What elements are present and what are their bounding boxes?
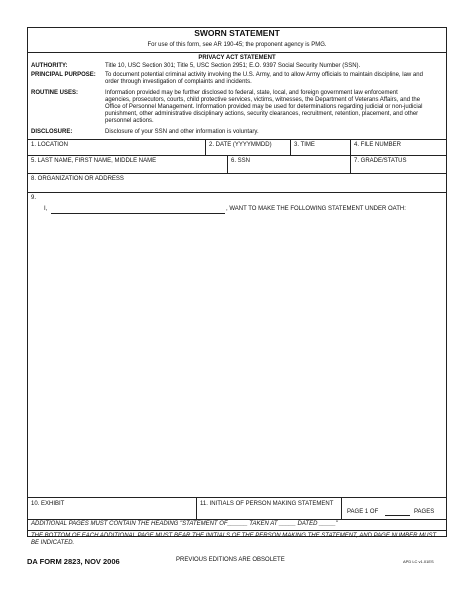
divider [27,497,447,498]
exhibit-label: 10. EXHIBIT [31,501,65,507]
privacy-heading: PRIVACY ACT STATEMENT [198,55,276,61]
disclosure-text: Disclosure of your SSN and other information is voluntary. [105,129,259,135]
authority-label: AUTHORITY: [31,63,68,69]
purpose-text: To document potential criminal activity involving the U.S. Army, and to allow Army officials to maintain discipline, law and order through investigation of complaints and incidents. [105,72,423,85]
oath-name-line[interactable] [51,213,225,214]
authority-text: Title 10, USC Section 301; Title 5, USC Section 2951; E.O. 9397 Social Security Number (SSN). [105,63,361,69]
bottom-note: THE BOTTOM OF EACH ADDITIONAL PAGE MUST BEAR THE INITIALS OF THE PERSON MAKING THE STATEMENT, AND PAGE NUMBER MUST BE INDICATED. [31,533,437,546]
purpose-label: PRINCIPAL PURPOSE: [31,72,96,78]
divider [350,139,351,155]
location-label: 1. LOCATION [31,142,68,148]
ssn-label: 6. SSN [231,158,251,164]
page-count-line[interactable] [385,515,410,516]
divider [350,155,351,173]
pages-label: PAGES [414,509,435,515]
divider [227,155,228,173]
name-label: 5. LAST NAME, FIRST NAME, MIDDLE NAME [31,158,157,164]
divider [196,497,197,519]
statement-label: 9. [31,195,37,201]
divider [27,173,447,174]
divider [27,519,447,520]
org-label: 8. ORGANIZATION OR ADDRESS [31,176,124,182]
file-number-label: 4. FILE NUMBER [354,142,402,148]
divider [27,530,447,531]
divider [27,52,447,53]
page-of-label: PAGE 1 OF [347,509,379,515]
divider [341,497,342,519]
divider [290,139,291,155]
initials-label: 11. INITIALS OF PERSON MAKING STATEMENT [200,501,334,507]
divider [27,139,447,140]
routine-text: Information provided may be further disclosed to federal, state, local, and foreign government law enforcement agencies, prosecutors, courts, child protective services, victims, witnesses, the Department of Veterans Affairs, and the Office of Personnel Management. Information provided may be used for determinations regarding judicial or non-judicial punishment, other administrative disciplinary actions, security clearances, recruitment, retention, placement, and other personnel actions. [105,90,423,124]
form-subtitle: For use of this form, see AR 190-45; the proponent agency is PMG. [147,42,327,48]
version-tag: APD LC v1.01ES [403,559,434,564]
routine-label: ROUTINE USES: [31,90,79,96]
divider [27,192,447,193]
divider [205,139,206,155]
date-label: 2. DATE (YYYYMMDD) [209,142,272,148]
form-id: DA FORM 2823, NOV 2006 [27,557,120,566]
disclosure-label: DISCLOSURE: [31,129,73,135]
divider [27,155,447,156]
oath-suffix: , WANT TO MAKE THE FOLLOWING STATEMENT UNDER OATH: [226,206,406,212]
grade-label: 7. GRADE/STATUS [354,158,407,164]
previous-editions: PREVIOUS EDITIONS ARE OBSOLETE [176,557,285,563]
oath-prefix: I, [44,206,48,212]
form-title: SWORN STATEMENT [194,28,280,38]
time-label: 3. TIME [294,142,315,148]
additional-note: ADDITIONAL PAGES MUST CONTAIN THE HEADING "STATEMENT OF______ TAKEN AT _____ DATED _____" [31,521,338,527]
